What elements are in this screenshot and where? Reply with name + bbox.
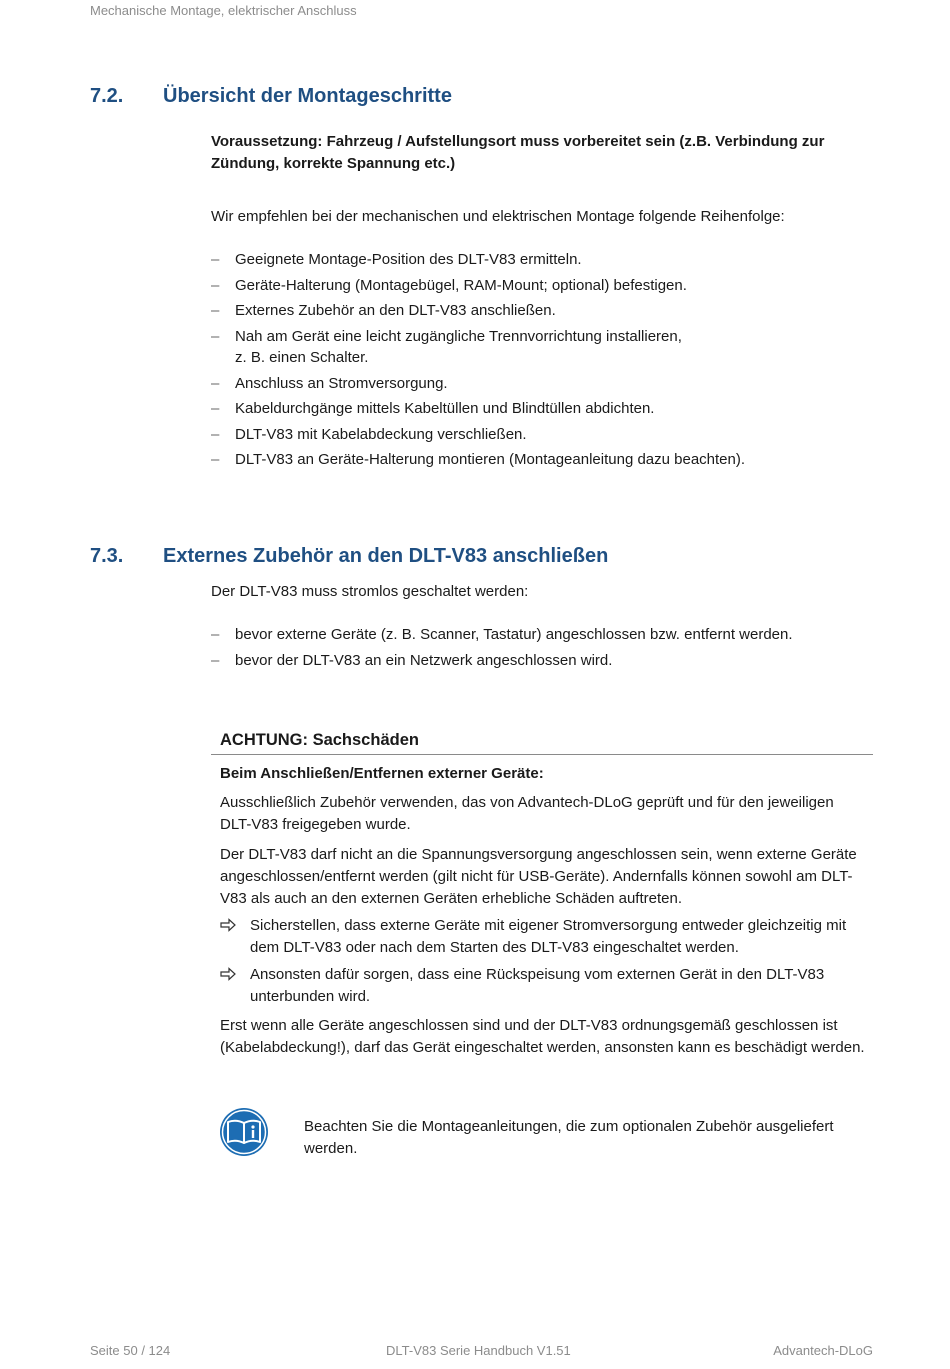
list-item: – Nah am Gerät eine leicht zugängliche Trennvorrichtung installieren, z. B. einen Schalter.: [211, 327, 682, 366]
running-header: Mechanische Montage, elektrischer Anschluss: [90, 3, 357, 18]
preconditions-list: [211, 624, 871, 675]
section-number: 7.3.: [90, 545, 124, 567]
list-item: – DLT-V83 an Geräte-Halterung montieren (Montageanleitung dazu beachten).: [211, 451, 746, 468]
manual-info-icon: [219, 1107, 269, 1157]
intro-text: Wir empfehlen bei der mechanischen und elektrischen Montage folgende Reihenfolge:: [211, 208, 785, 225]
list-item: – Externes Zubehör an den DLT-V83 anschließen.: [211, 302, 556, 319]
mounting-steps-list: [211, 249, 871, 475]
warning-paragraph: Ausschließlich Zubehör verwenden, das von Advantech-DLoG geprüft und für den jeweiligen DLT-V83 freigegeben wurde.: [220, 794, 834, 833]
prerequisite-text: Voraussetzung: Fahrzeug / Aufstellungsort muss vorbereitet sein (z.B. Verbindung zur Zündung, korrekte Spannung etc.): [211, 133, 825, 172]
warning-subtitle: Beim Anschließen/Entfernen externer Geräte:: [220, 765, 544, 782]
action-item: Sicherstellen, dass externe Geräte mit eigener Stromversorgung entweder gleichzeitig mit dem DLT-V83 oder nach dem Starten des DLT-V83 eingeschaltet werden.: [220, 915, 865, 959]
action-item: Ansonsten dafür sorgen, dass eine Rückspeisung vom externen Gerät in den DLT-V83 unterbunden wird.: [220, 964, 865, 1008]
list-item: – Anschluss an Stromversorgung.: [211, 374, 448, 392]
section-title: Übersicht der Montageschritte: [163, 85, 452, 107]
intro-text: Der DLT-V83 muss stromlos geschaltet werden:: [211, 583, 529, 600]
footer-page-number: Seite 50 / 124: [90, 1343, 171, 1358]
arrow-right-icon: [220, 918, 236, 932]
arrow-right-icon: [220, 967, 236, 981]
footer-company: Advantech-DLoG: [773, 1343, 873, 1358]
list-item: – bevor der DLT-V83 an ein Netzwerk angeschlossen wird.: [211, 651, 613, 669]
list-item: – Kabeldurchgänge mittels Kabeltüllen und Blindtüllen abdichten.: [211, 400, 655, 417]
warning-title: ACHTUNG: Sachschäden: [220, 731, 419, 749]
list-item: – Geeignete Montage-Position des DLT-V83 ermitteln.: [211, 251, 582, 268]
section-title: Externes Zubehör an den DLT-V83 anschließen: [163, 545, 609, 567]
footer-document-title: DLT-V83 Serie Handbuch V1.51: [386, 1343, 571, 1358]
warning-paragraph: Erst wenn alle Geräte angeschlossen sind und der DLT-V83 ordnungsgemäß geschlossen ist (Kabelabdeckung!), darf das Gerät eingeschaltet werden, ansonsten kann es beschädigt werden.: [220, 1017, 865, 1056]
list-item: – bevor externe Geräte (z. B. Scanner, Tastatur) angeschlossen bzw. entfernt werden.: [211, 626, 793, 643]
warning-divider: [211, 754, 873, 755]
list-item: – Geräte-Halterung (Montagebügel, RAM-Mount; optional) befestigen.: [211, 276, 687, 294]
section-number: 7.2.: [90, 85, 124, 107]
list-item: – DLT-V83 mit Kabelabdeckung verschließen.: [211, 425, 527, 443]
warning-paragraph: Der DLT-V83 darf nicht an die Spannungsversorgung angeschlossen sein, wenn externe Geräte angeschlossen/entfernt werden (gilt nicht für USB-Geräte). Andernfalls können sowohl am DLT-V83 als auch an den externen Geräten erhebliche Schäden auftreten.: [220, 846, 857, 907]
info-note-text: Beachten Sie die Montageanleitungen, die zum optionalen Zubehör ausgeliefert werden.: [304, 1118, 834, 1157]
